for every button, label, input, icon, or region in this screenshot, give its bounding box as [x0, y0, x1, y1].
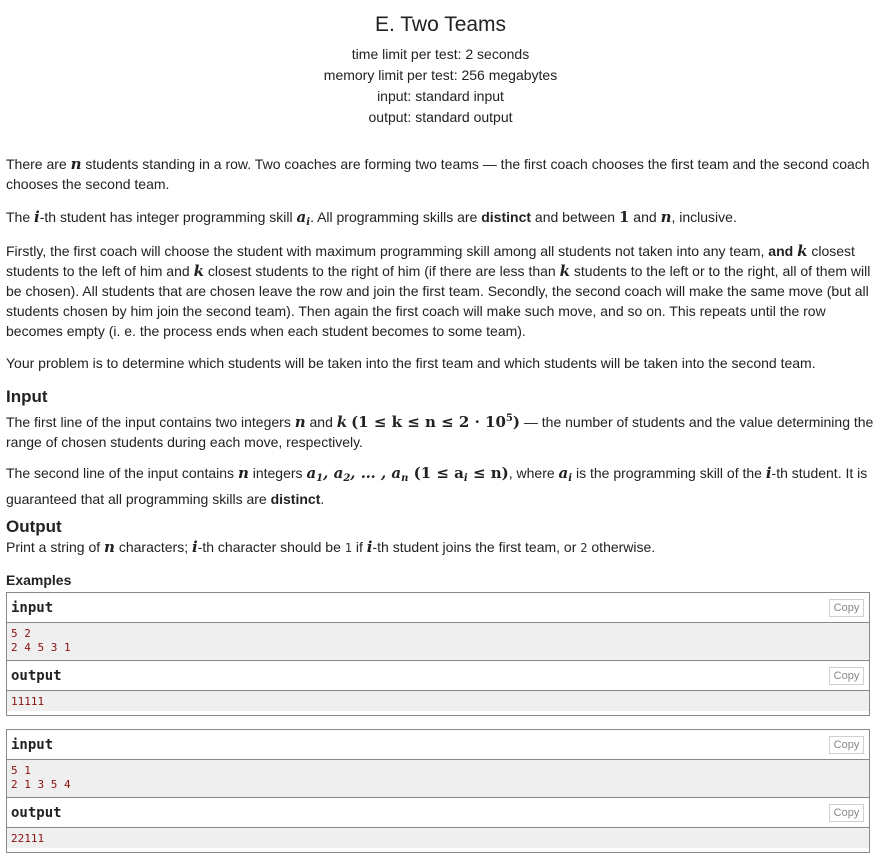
example-2-output-line: 22111 [11, 832, 45, 845]
example-2 [6, 729, 870, 853]
statement-paragraph-4: Your problem is to determine which students will be taken into the first team and which students will be taken into the second team. [6, 355, 816, 371]
problem-header [0, 11, 881, 128]
example-1-input-body [7, 623, 869, 661]
input-paragraph-1: The first line of the input contains two integers n and k $(1 \le k \le n \le 2 \cdot 10^5)$ — the number of students and the value determining the range of chosen students during each move, respectively. [6, 413, 874, 450]
example-1-input-line-1: 5 2 [11, 627, 31, 640]
input-file: input: standard input [377, 88, 504, 104]
example-2-input-body [7, 760, 869, 798]
examples-title: Examples [6, 572, 72, 588]
example-2-input-line-2: 2 1 3 5 4 [11, 778, 71, 791]
problem-limits [0, 44, 881, 128]
statement-paragraph-1: There are n students standing in a row. Two coaches are forming two teams — the first coach chooses the first team and the second coach chooses the second team. [6, 155, 870, 192]
example-1-input-line-2: 2 4 5 3 1 [11, 641, 71, 654]
example-1-input-label: input [11, 600, 54, 616]
example-2-input-header [7, 730, 869, 760]
statement-paragraph-3: Firstly, the first coach will choose the student with maximum programming skill among all students not taken into any team, and k closest students to the left of him and k closest students to the right of him (if there are less than k students to the left or to the right, all of them will be chosen). All students that are chosen leave the row and join the first team. Secondly, the second coach will make the same move (but all students chosen by him join the second team). Then again the first coach will make such move, and so on. This repeats until the row becomes empty (i. e. the process ends when each student becomes to some team). [6, 242, 871, 339]
statement-paragraph-2: The i-th student has integer programming skill $a_i$. All programming skills are distinct and between 1 and n, inclusive. [6, 208, 737, 228]
example-1 [6, 592, 870, 716]
example-1-output-body [7, 691, 869, 711]
example-2-output-copy-button[interactable]: Copy [829, 804, 864, 822]
memory-limit: memory limit per test: 256 megabytes [323, 67, 558, 83]
input-section-title: Input [6, 387, 48, 406]
example-2-input-copy-button[interactable]: Copy [829, 736, 864, 754]
example-1-output-copy-button[interactable]: Copy [829, 667, 864, 685]
problem-title: E. Two Teams [374, 13, 507, 36]
example-2-output-body [7, 828, 869, 848]
output-paragraph: Print a string of n characters; i-th character should be 1 if i-th student joins the first team, or 2 otherwise. [6, 538, 656, 556]
example-2-input-label: input [11, 737, 54, 753]
example-1-output-label: output [11, 668, 62, 684]
example-1-output-line: 11111 [11, 695, 45, 708]
output-file: output: standard output [368, 109, 513, 125]
example-1-input-header [7, 593, 869, 623]
example-1-output-header [7, 661, 869, 691]
example-2-output-header [7, 798, 869, 828]
input-paragraph-2: The second line of the input contains n integers $a_1$, $a_2$, … , $a_n$ $(1 \le a_i \le n)$, where $a_i$ is the programming skill of the i-th student. It is guaranteed that all programming skills are distinct. [6, 464, 868, 507]
example-2-input-line-1: 5 1 [11, 764, 31, 777]
time-limit: time limit per test: 2 seconds [351, 46, 530, 62]
example-1-input-copy-button[interactable]: Copy [829, 599, 864, 617]
output-section-title: Output [6, 517, 62, 536]
example-2-output-label: output [11, 805, 62, 821]
